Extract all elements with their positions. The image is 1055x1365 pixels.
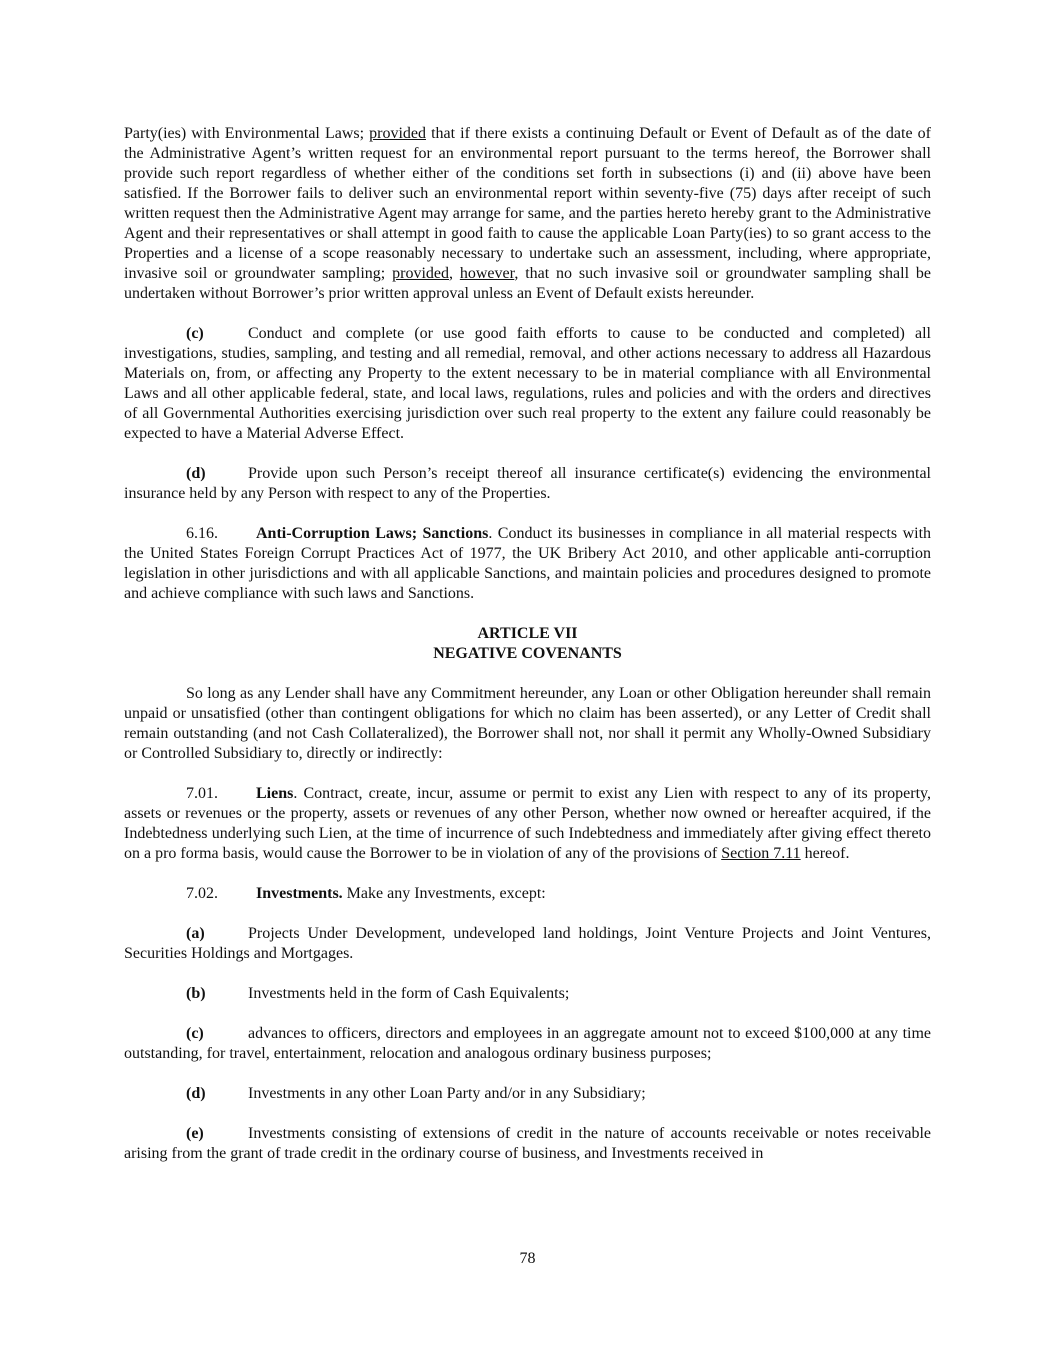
page-number: 78 bbox=[519, 1250, 536, 1267]
article-title: NEGATIVE COVENANTS bbox=[433, 645, 622, 662]
clause-7-02-e bbox=[124, 1124, 931, 1164]
article-heading bbox=[124, 624, 931, 664]
clause-7-02-d bbox=[124, 1084, 931, 1104]
section-number: 7.02. bbox=[186, 885, 218, 902]
clause-text: Investments consisting of extensions of credit in the nature of accounts receivable or notes receivable arising from the grant of trade credit in the ordinary course of business, and Investments received in bbox=[124, 1125, 931, 1162]
clause-label: (c) bbox=[186, 325, 204, 342]
section-7-01: 7.01. Liens. Contract, create, incur, assume or permit to exist any Lien with respect to any of its property, assets or revenues or the property, assets or revenues of any other Person, whether now owned or hereafter acquired, if the Indebtedness underlying such Lien, at the time of incurrence of such Indebtedness and immediately after giving effect thereto on a pro forma basis, would cause the Borrower to be in violation of any of the provisions of Section 7.11 hereof. bbox=[124, 785, 931, 862]
section-title: Anti-Corruption Laws; Sanctions bbox=[256, 525, 489, 542]
clause-label: (d) bbox=[186, 465, 206, 482]
clause-text: advances to officers, directors and employees in an aggregate amount not to exceed $100,000 at any time outstanding, for travel, entertainment, relocation and analogous ordinary business purposes; bbox=[124, 1025, 931, 1062]
article-number: ARTICLE VII bbox=[477, 625, 578, 642]
section-text: Make any Investments, except: bbox=[342, 885, 546, 902]
section-text: . Conduct its businesses in compliance in all material respects with the United States Foreign Corrupt Practices Act of 1977, the UK Bribery Act 2010, and other applicable anti-corruption legislation in other jurisdictions and with all applicable Sanctions, and maintain policies and procedures designed to promote and achieve compliance with such laws and Sanctions. bbox=[124, 525, 932, 602]
section-6-16 bbox=[124, 524, 931, 604]
clause-label: (a) bbox=[186, 925, 205, 942]
clause-7-02-c bbox=[124, 1024, 931, 1064]
clause-7-02-b bbox=[124, 984, 931, 1004]
clause-text: Projects Under Development, undeveloped land holdings, Joint Venture Projects and Joint Ventures, Securities Holdings and Mortgages. bbox=[124, 925, 931, 962]
clause-label: (c) bbox=[186, 1025, 204, 1042]
section-reference: Section 7.11 bbox=[721, 845, 801, 862]
clause-7-02-a bbox=[124, 924, 931, 964]
article-intro: So long as any Lender shall have any Commitment hereunder, any Loan or other Obligation hereunder shall remain unpaid or unsatisfied (other than contingent obligations for which no claim has been asserted), or any Letter of Credit shall remain outstanding (and not Cash Collateralized), the Borrower shall not, nor shall it permit any Wholly-Owned Subsidiary or Controlled Subsidiary to, directly or indirectly: bbox=[124, 685, 931, 762]
section-7-02 bbox=[124, 884, 931, 904]
clause-text: Investments in any other Loan Party and/or in any Subsidiary; bbox=[248, 1085, 646, 1102]
clause-label: (e) bbox=[186, 1125, 204, 1142]
section-title: Liens bbox=[256, 785, 294, 802]
provided-term: provided bbox=[369, 125, 426, 142]
clause-text: Provide upon such Person’s receipt thereof all insurance certificate(s) evidencing the environmental insurance held by any Person with respect to any of the Properties. bbox=[124, 465, 931, 502]
section-number: 6.16. bbox=[186, 525, 218, 542]
clause-label: (b) bbox=[186, 985, 206, 1002]
clause-6-15-d bbox=[124, 464, 931, 504]
however-term: however bbox=[459, 265, 515, 282]
section-text: . Contract, create, incur, assume or permit to exist any Lien with respect to any of its property, assets or revenues or the property, assets or revenues of any other Person, whether now owned or hereafter acquired, if the Indebtedness underlying such Lien, at the time of incurrence of such Indebtedness and immediately after giving effect thereto on a pro forma basis, would cause the Borrower to be in violation of any of the provisions of bbox=[124, 785, 931, 862]
section-number: 7.01. bbox=[186, 785, 218, 802]
provided-term: provided bbox=[392, 265, 449, 282]
clause-text: Investments held in the form of Cash Equivalents; bbox=[248, 985, 570, 1002]
paragraph-environmental-report: Party(ies) with Environmental Laws; provided that if there exists a continuing Default or Event of Default as of the date of the Administrative Agent’s written request for an environmental report pursuant to the terms hereof, the Borrower shall provide such report regardless of whether either of the conditions set forth in subsections (i) and (ii) above have been satisfied. If the Borrower fails to deliver such an environmental report within seventy-five (75) days after receipt of such written request then the Administrative Agent may arrange for same, and the parties hereto hereby grant to the Administrative Agent and their representatives or shall attempt in good faith to cause the applicable Loan Party(ies) to so grant access to the Properties and a license of a scope reasonably necessary to undertake such an assessment, including, where appropriate, invasive soil or groundwater sampling; provided, however, that no such invasive soil or groundwater sampling shall be undertaken without Borrower’s prior written approval unless an Event of Default exists hereunder. bbox=[124, 125, 931, 302]
document-page bbox=[124, 124, 931, 1184]
section-title: Investments. bbox=[256, 885, 343, 902]
clause-label: (d) bbox=[186, 1085, 206, 1102]
clause-6-15-c bbox=[124, 324, 931, 444]
clause-text: Conduct and complete (or use good faith efforts to cause to be conducted and completed) all investigations, studies, sampling, and testing and all remedial, removal, and other actions necessary to address all Hazardous Materials on, from, or affecting any Property to the extent necessary to be in material compliance with all Environmental Laws and all other applicable federal, state, and local laws, regulations, rules and policies and with the orders and directives of all Governmental Authorities exercising jurisdiction over such real property to the extent any failure could reasonably be expected to have a Material Adverse Effect. bbox=[124, 325, 931, 442]
